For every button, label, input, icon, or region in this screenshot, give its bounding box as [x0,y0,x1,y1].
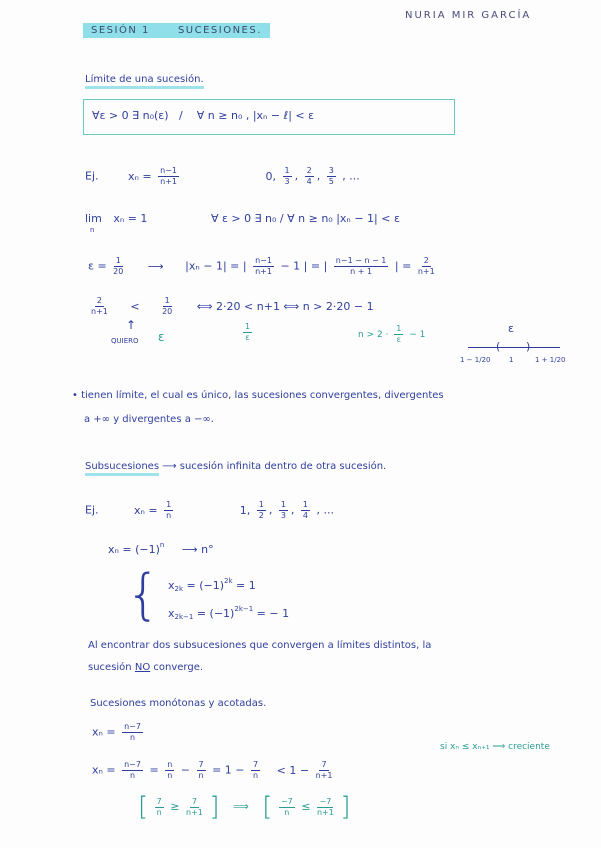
math-text: 2k−1 [234,605,254,613]
term-fraction [327,166,336,187]
ellipsis: , ... [342,169,360,183]
math-text: 7 [321,760,327,769]
number-line-center: 1 [509,356,514,364]
math-text: = (−1) [183,579,225,592]
math-text: n−1 [160,166,177,175]
fraction [418,256,435,277]
math-text: ≥ [170,800,180,813]
math-text: 1 [302,500,308,509]
math-text: 3 [328,166,334,175]
math-text: n+1 [185,807,203,817]
number-line-right: 1 + 1/20 [535,356,566,364]
example-2: Ej. xₙ = $\frac{1}{n}$ 1, $\frac{1}{2}$ , $\frac{1}{3}$ , $\frac{1}{4}$ , ... [85,500,334,520]
axis-line [468,347,560,348]
bracket-icon: [ [138,792,149,822]
inequality-chain: ⟺ 2·20 < n+1 ⟺ n > 2·20 − 1 [196,299,374,313]
math-text: 2k−1 [174,613,194,621]
math-text: 7 [191,796,197,806]
fraction [316,760,333,781]
epsilon-annotation: ε [158,330,165,344]
no-emphasis: NO [134,662,151,673]
example-lhs: xₙ = [134,503,158,517]
term: 0, [265,169,276,183]
equals: = [310,259,321,273]
math-text: xₙ = [92,763,116,777]
arrow-label: QUIERO [111,337,139,345]
math-text: 1 [164,296,170,305]
example-lhs: xₙ = [128,169,152,183]
math-text: n [253,771,259,780]
term: 1, [239,503,251,517]
session-label: SESIÓN 1 [91,25,150,36]
math-text: n > 2 · [358,330,389,340]
math-text: 20 [162,307,173,316]
minus-one: − 1 [280,259,301,273]
fraction [197,760,206,781]
abs-expr: |xₙ − 1| = [185,259,240,273]
subsequences-line [85,461,386,472]
math-text: 7 [198,760,204,769]
math-text: ⟹ [233,800,249,813]
arrow-icon: ⟶ [147,259,164,273]
math-text: n+1 [160,177,177,186]
fraction [162,296,172,317]
math-text: = 1 − [212,763,245,777]
math-text: n + 1 [350,267,373,276]
interval-open: ( [496,340,501,353]
math-text: n [130,771,136,780]
bracket-icon: ] [209,792,220,822]
math-text: < 1 − [276,763,310,777]
term-fraction [305,166,314,187]
math-text: − 1 [409,330,426,340]
math-text: 2k [224,577,233,585]
section-heading-monotone: Sucesiones monótonas y acotadas. [90,698,267,709]
fraction [243,322,252,343]
math-text: sucesión [88,662,132,673]
math-text: 2 [306,166,312,175]
limit-lhs: xₙ = 1 [113,212,148,225]
brace-icon: { [126,563,161,626]
fraction [279,797,295,818]
math-text: 1 [245,322,251,331]
note-line: a +∞ y divergentes a −∞. [84,414,214,425]
math-text: xₙ = [92,725,116,739]
example-label: Ej. [85,169,99,183]
number-line-left: 1 − 1/20 [460,356,491,364]
alternating-sequence [108,541,214,556]
fraction [113,256,123,277]
n-bound-annotation [358,324,425,345]
math-text: n−1 − n − 1 [335,256,387,265]
epsilon-line: ε = $\frac{1}{20}$ ⟶ |xₙ − 1| = | $\frac{n-1}{n+1}$ − 1 | = | $\frac{n-1 - n - 1}{n + 1}$ | = $\frac{2}{n+1}$ [88,256,435,276]
math-text: 7 [156,796,162,806]
lim-subscript: n [90,226,95,234]
fraction [279,500,288,521]
math-text: 1 [258,500,264,509]
math-text: n−7 [124,760,141,769]
fraction [158,166,179,187]
math-text: = 1 [232,579,256,592]
example-label: Ej. [85,503,99,517]
author-name: NURIA MIR GARCÍA [405,10,532,21]
math-text: 3 [280,511,286,520]
side-note: si xₙ ≤ xₙ₊₁ ⟹ creciente [440,742,550,752]
math-text: n+1 [255,267,272,276]
monotone-definition [92,722,146,743]
fraction [317,797,334,818]
fraction [122,760,143,781]
math-text: ε [245,333,250,342]
math-text: ≤ [301,800,311,813]
fraction [394,324,403,345]
page-title [83,23,270,38]
fraction [334,256,389,277]
fraction [301,500,310,521]
math-text: n [159,541,165,549]
fraction [155,797,164,818]
math-text: 2k [174,585,184,593]
conclusion-line: Al encontrar dos subsucesiones que convergen a límites distintos, la [88,640,432,651]
fraction [164,500,173,521]
math-text: = [149,763,159,777]
fraction [257,500,266,521]
math-text: n [167,760,173,769]
section-heading-subsequences: Subsucesiones [85,461,159,476]
section-heading-limit: Límite de una sucesión. [85,74,204,89]
math-text: n+1 [417,267,435,276]
subsequence-definition: ⟶ sucesión infinita dentro de otra sucesión. [162,461,387,472]
case-odd [168,605,289,621]
math-text: xₙ = (−1) [108,543,160,556]
fraction [122,722,143,743]
math-text: 1 [396,324,402,333]
math-text: 3 [284,177,290,186]
math-text: = − 1 [253,607,290,620]
math-text: x [168,607,175,620]
bracket-inequality [138,792,350,822]
eps-label: ε = [88,259,107,273]
example-1: Ej. xₙ = $\frac{n-1}{n+1}$ 0, $\frac{1}{3}$ , $\frac{2}{4}$ , $\frac{3}{5}$ , ... [85,166,360,186]
math-text: − [180,763,190,777]
math-text: 4 [306,177,312,186]
math-text: 1 [284,166,290,175]
definition-part1: ∀ε > 0 ∃ n₀(ε) [92,109,169,122]
math-text: 1 [166,500,172,509]
equals: = [402,259,412,273]
math-text: 1 [115,256,121,265]
math-text: n+1 [315,771,333,780]
math-text: 2 [258,511,264,520]
term-fraction [283,166,292,187]
inequality-line [88,296,374,317]
math-text: ε [396,335,401,344]
up-arrow-icon: ↑ [126,318,137,332]
number-line-epsilon: ε [508,322,514,335]
bracket-icon: [ [262,792,273,822]
math-text: −7 [280,796,293,806]
lim-label: lim [85,212,102,225]
math-text: 5 [328,177,334,186]
math-text: 7 [253,760,259,769]
note-line: • tienen límite, el cual es único, las sucesiones convergentes, divergentes [72,390,444,401]
fraction [91,296,108,317]
math-text: 20 [113,267,124,276]
math-text: n [166,511,172,520]
definition-part2: ∀ n ≥ n₀ , |xₙ − ℓ| < ε [196,109,315,122]
interval-close: ) [526,340,531,353]
fraction [165,760,174,781]
math-text: n [198,771,204,780]
math-text: 1 [280,500,286,509]
ellipsis: , ... [316,503,334,517]
topic-label: SUCESIONES. [177,25,262,36]
bracket-icon: ] [340,792,351,822]
limit-condition: ∀ ε > 0 ∃ n₀ / ∀ n ≥ n₀ |xₙ − 1| < ε [210,212,400,225]
math-text: −7 [319,796,332,806]
math-text: = (−1) [193,607,235,620]
monotone-calculation [92,760,335,781]
math-text: n−1 [255,256,272,265]
less-than: < [130,299,140,313]
definition-sep: / [179,109,183,122]
math-text: 2 [96,296,102,305]
math-text: n+1 [316,807,334,817]
math-text: ⟶ n° [181,543,214,556]
math-text: x [168,579,175,592]
math-text: 4 [302,511,308,520]
math-text: n [167,771,173,780]
math-text: n [130,733,136,742]
case-even [168,577,256,593]
fraction [253,256,274,277]
fraction [186,797,203,818]
math-text: 2 [423,256,429,265]
inverse-annotation [240,322,255,343]
limit-definition [92,109,314,122]
conclusion-line [88,662,203,673]
math-text: converge. [153,662,204,673]
limit-line [85,212,400,234]
math-text: n−7 [124,722,141,731]
math-text: n [156,807,162,817]
fraction [251,760,260,781]
math-text: n+1 [91,307,108,316]
math-text: n [284,807,290,817]
